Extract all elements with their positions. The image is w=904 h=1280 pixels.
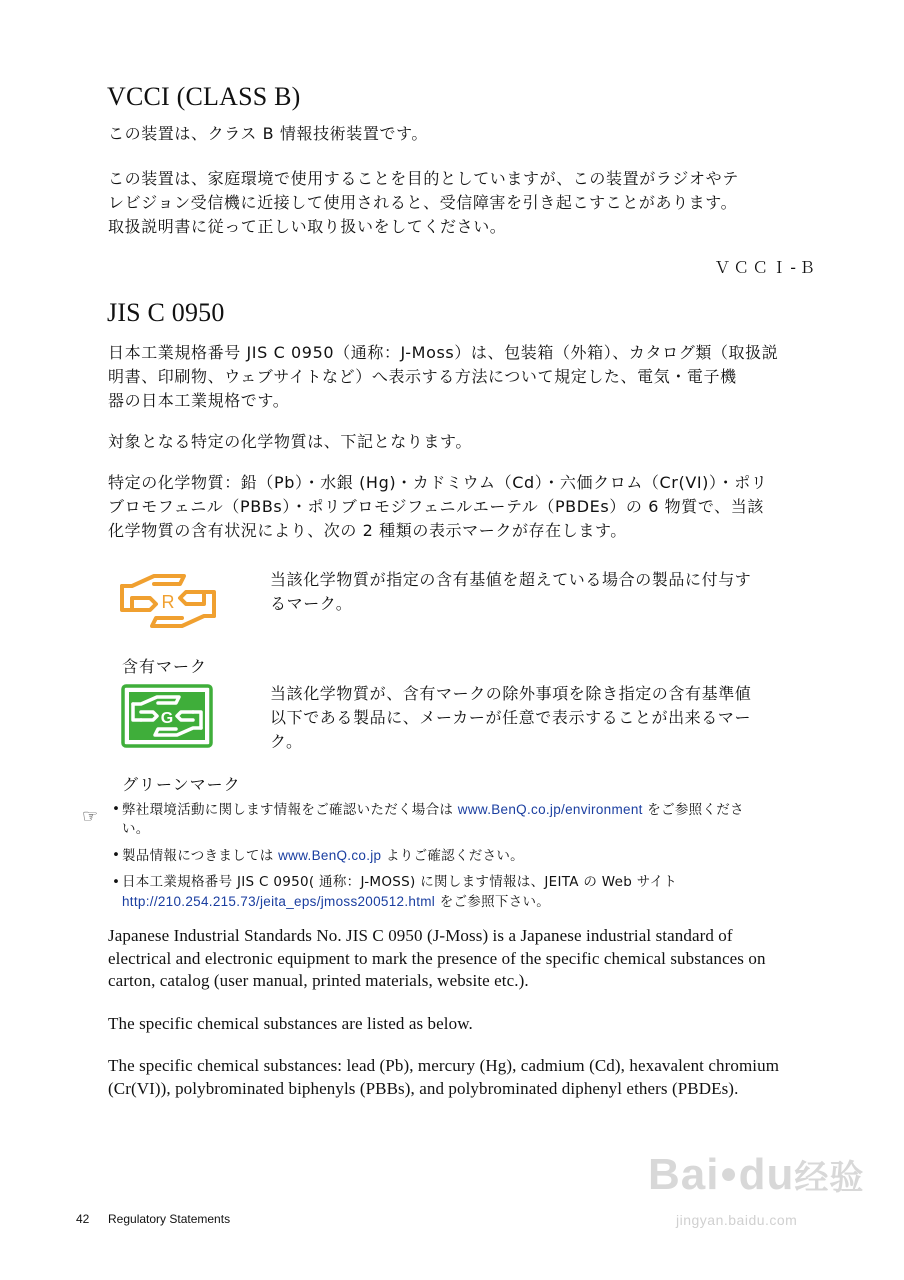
bullet-icon: • <box>112 847 121 863</box>
note1-text: 弊社環境活動に関します情報をご確認いただく場合は <box>122 802 454 818</box>
baidu-watermark <box>648 1150 864 1200</box>
bullet-icon: • <box>112 874 121 890</box>
content-mark-label: 含有マーク <box>122 657 208 676</box>
jis-para1-line2: 明書、印刷物、ウェブサイトなど）へ表示する方法について規定した、電気・電子機 <box>108 367 737 386</box>
vcci-para2-line2: レビジョン受信機に近接して使用されると、受信障害を引き起こすことがあります。 <box>108 193 738 212</box>
jis-para3-line2: ブロモフェニル（PBBs）・ポリブロモジフェニルエーテル（PBDEs）の 6 物質で、当該 <box>108 497 764 516</box>
note-item-2 <box>112 846 812 866</box>
jis-para2: 対象となる特定の化学物質は、下記となります。 <box>108 432 472 451</box>
vcci-code: ＶＣＣＩ-Ｂ <box>714 258 818 277</box>
english-para3-line1: The specific chemical substances: lead (Pb), mercury (Hg), cadmium (Cd), hexavalent chromium <box>108 1056 780 1075</box>
content-mark-desc <box>270 568 815 616</box>
english-para1-line1: Japanese Industrial Standards No. JIS C 0950 (J-Moss) is a Japanese industrial standard of <box>108 926 733 945</box>
jis-heading: JIS C 0950 <box>107 298 225 327</box>
green-mark-letter: G <box>160 710 174 727</box>
green-mark-label: グリーンマーク <box>122 775 241 794</box>
notes-list <box>112 800 812 919</box>
content-mark-letter: R <box>161 592 175 612</box>
jis-para3-line3: 化学物質の含有状況により、次の 2 種類の表示マークが存在します。 <box>108 521 627 540</box>
watermark-cn: 经验 <box>794 1159 865 1197</box>
note2-text-end: よりご確認ください。 <box>385 848 524 864</box>
english-body <box>108 925 828 1100</box>
jis-para1-line3: 器の日本工業規格です。 <box>108 391 290 410</box>
english-para1-line3: carton, catalog (user manual, printed materials, website etc.). <box>108 971 529 990</box>
content-mark-desc-line1: 当該化学物質が指定の含有基値を超えている場合の製品に付与す <box>270 570 752 589</box>
english-para3-line2: (Cr(VI)), polybrominated biphenyls (PBBs), and polybrominated diphenyl ethers (PBDEs). <box>108 1078 739 1098</box>
benq-home-link[interactable]: www.BenQ.co.jp <box>278 848 382 863</box>
footer-section: Regulatory Statements <box>108 1212 231 1226</box>
content-mark-desc-line2: るマーク。 <box>270 594 353 613</box>
watermark-url: jingyan.baidu.com <box>676 1212 798 1228</box>
jis-body <box>108 341 823 543</box>
page-number: 42 <box>76 1212 90 1226</box>
jeita-jmoss-link[interactable]: http://210.254.215.73/jeita_eps/jmoss200512.html <box>122 894 436 909</box>
green-mark-desc <box>270 682 815 754</box>
bullet-icon: • <box>112 801 121 817</box>
vcci-para2-line1: この装置は、家庭環境で使用することを目的としていますが、この装置がラジオやテ <box>108 169 739 188</box>
vcci-body <box>108 122 808 239</box>
benq-environment-link[interactable]: www.BenQ.co.jp/environment <box>457 802 643 817</box>
watermark-brand2: du <box>738 1150 795 1199</box>
english-para1-line2: electrical and electronic equipment to mark the presence of the specific chemical substances on <box>108 948 766 968</box>
green-mark-desc-line3: ク。 <box>270 732 303 751</box>
pointing-hand-icon: ☞ <box>82 806 99 827</box>
note3-text: 日本工業規格番号 JIS C 0950( 通称：J-MOSS) に関します情報は、JEITA の Web サイト <box>122 874 678 890</box>
green-mark-desc-line1: 当該化学物質が、含有マークの除外事項を除き指定の含有基準値 <box>270 684 752 703</box>
green-mark-desc-line2: 以下である製品に、メーカーが任意で表示することが出来るマー <box>270 708 752 727</box>
vcci-para1: この装置は、クラス B 情報技術装置です。 <box>108 124 428 143</box>
note-item-3 <box>112 873 812 912</box>
watermark-brand: Bai <box>648 1150 720 1199</box>
paw-icon: ● <box>719 1157 739 1190</box>
note1-text-end: をご参照くださ <box>647 802 744 818</box>
jis-para1-line1: 日本工業規格番号 JIS C 0950（通称：J-Moss）は、包装箱（外箱）、カタログ類（取扱説 <box>108 343 779 362</box>
note-item-1 <box>112 800 812 839</box>
jis-para3-line1: 特定の化学物質：鉛（Pb）・水銀 (Hg)・カドミウム（Cd）・六価クロム（Cr(VI)）・ポリ <box>108 473 768 492</box>
note1-text-line2: い。 <box>122 821 150 837</box>
vcci-heading: VCCI (CLASS B) <box>107 82 301 111</box>
vcci-para2-line3: 取扱説明書に従って正しい取り扱いをしてください。 <box>108 217 507 236</box>
content-mark-icon <box>118 570 218 632</box>
note2-text: 製品情報につきましては <box>122 848 274 864</box>
green-mark-icon <box>121 684 213 748</box>
english-para2: The specific chemical substances are listed as below. <box>108 1013 473 1033</box>
note3-text-end: をご参照下さい。 <box>439 894 551 910</box>
